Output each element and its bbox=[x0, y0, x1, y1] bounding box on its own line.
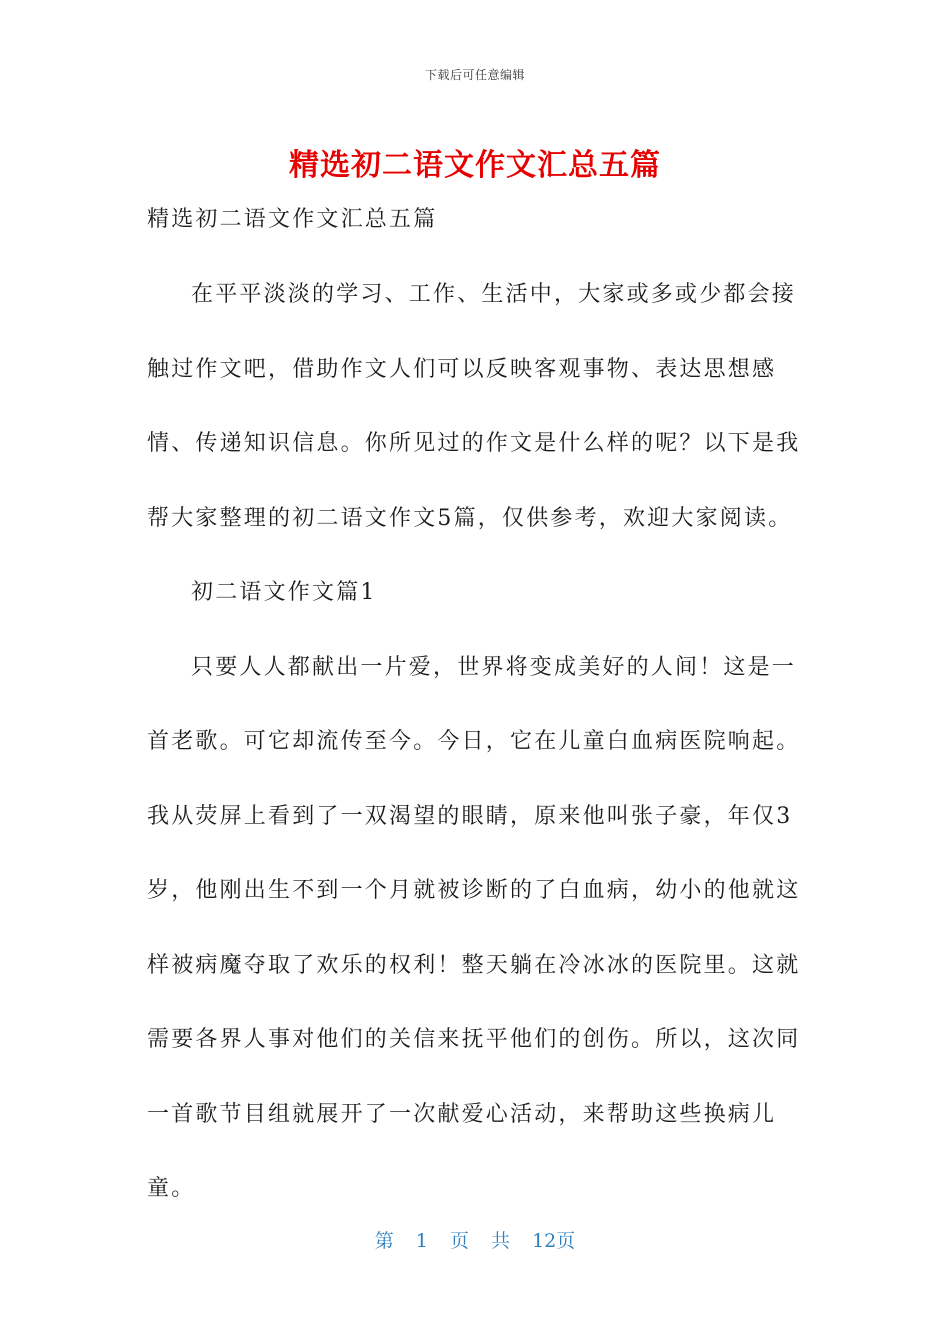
footer-mid: 页 bbox=[449, 1230, 469, 1252]
intro-paragraph: 在平平淡淡的学习、工作、生活中，大家或多或少都会接触过作文吧，借助作文人们可以反映客观事物、表达思想感情、传递知识信息。你所见过的作文是什么样的呢？以下是我帮大家整理的初二语文作文5篇，仅供参考，欢迎大家阅读。 bbox=[147, 282, 801, 531]
body-text bbox=[147, 258, 807, 1227]
section-heading: 初二语文作文篇1 bbox=[191, 580, 377, 605]
footer-current-page: 1 bbox=[415, 1230, 428, 1252]
header-note: 下载后可任意编辑 bbox=[424, 68, 525, 82]
document-title: 精选初二语文作文汇总五篇 bbox=[289, 148, 661, 183]
footer-total-pages: 12页 bbox=[532, 1230, 576, 1252]
footer-prefix: 第 bbox=[374, 1230, 394, 1252]
essay-paragraph: 只要人人都献出一片爱，世界将变成美好的人间！这是一首老歌。可它却流传至今。今日，它在儿童白血病医院响起。我从荧屏上看到了一双渴望的眼睛，原来他叫张子豪，年仅3岁，他刚出生不到一个月就被诊断的了白血病，幼小的他就这样被病魔夺取了欢乐的权利！整天躺在冷冰冰的医院里。这就需要各界人事对他们的关信来抚平他们的创伤。所以，这次同一首歌节目组就展开了一次献爱心活动，来帮助这些换病儿童。 bbox=[147, 654, 801, 1201]
footer-total-prefix: 共 bbox=[491, 1230, 511, 1252]
page-footer bbox=[0, 1226, 950, 1253]
document-subtitle: 精选初二语文作文汇总五篇 bbox=[147, 207, 438, 232]
